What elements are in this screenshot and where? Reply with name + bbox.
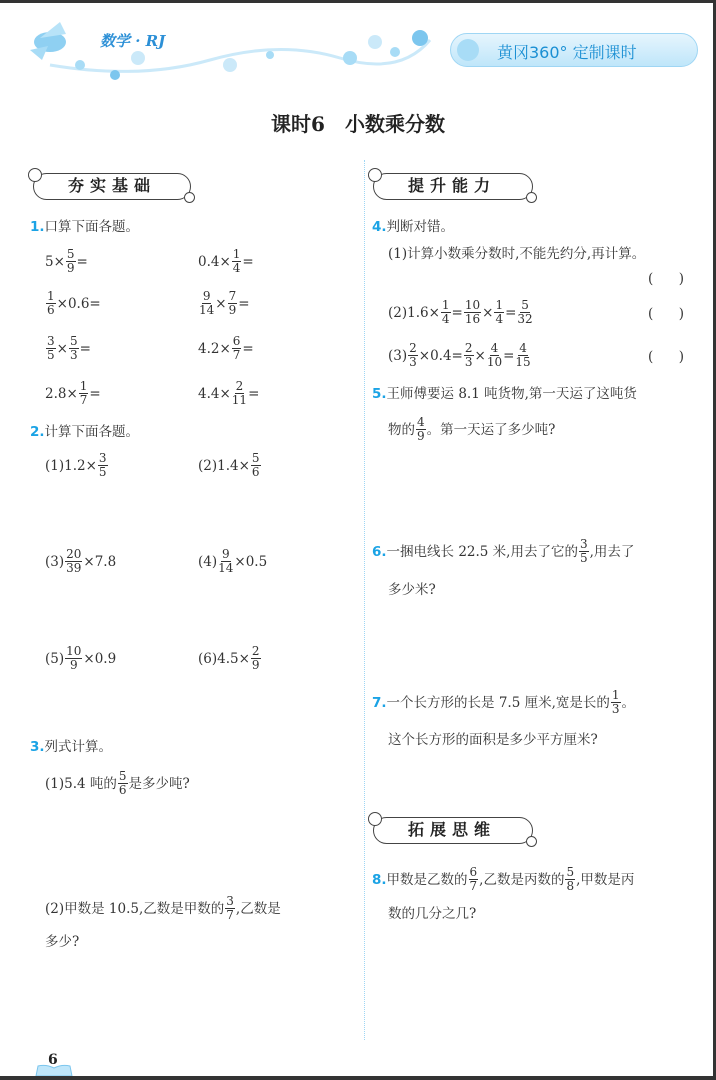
expression-text: 一捆电线长 22.5 米,用去了它的 (386, 543, 578, 560)
expression-text: 。 (621, 694, 636, 711)
fraction (218, 548, 233, 575)
expression-text: (1)计算小数乘分数时,不能先约分,再计算。 (388, 246, 646, 262)
denominator: 6 (47, 303, 55, 317)
expression-text: = (451, 304, 463, 321)
expression-text: = (238, 295, 250, 312)
denominator: 9 (69, 658, 78, 672)
denominator: 7 (232, 348, 241, 362)
denominator: 39 (66, 561, 82, 575)
expression-text: (3) (388, 347, 408, 364)
expression-text: (3) (45, 553, 65, 570)
numerator: 5 (66, 247, 75, 261)
expression-text: × (474, 347, 486, 364)
expression (198, 335, 254, 362)
expression (387, 384, 637, 404)
expression-text: 5× (45, 253, 65, 270)
answer-paren[interactable]: ( ) (648, 349, 691, 365)
section-basic: 夯实基础 (33, 173, 191, 200)
numerator: 6 (469, 865, 478, 879)
denominator: 15 (515, 355, 531, 369)
expression (45, 895, 281, 922)
column-divider (364, 160, 365, 1040)
expression-text: = (248, 385, 260, 402)
expression (387, 538, 635, 565)
fraction (225, 895, 235, 922)
fraction (579, 538, 589, 565)
expression (198, 248, 254, 275)
fraction (251, 645, 261, 672)
expression-text: 这个长方形的面积是多少平方厘米? (388, 732, 598, 748)
numerator: 9 (202, 289, 211, 303)
denominator: 3 (464, 355, 473, 369)
expression-text: = (79, 340, 91, 357)
denominator: 10 (486, 355, 503, 369)
numerator: 4 (417, 415, 425, 429)
expression-text: = (242, 340, 254, 357)
fraction (65, 548, 82, 575)
numerator: 1 (441, 298, 450, 312)
bird-icon (30, 22, 66, 60)
numerator: 1 (232, 247, 241, 261)
question-number: 1. (30, 219, 45, 235)
answer-paren[interactable]: ( ) (648, 306, 691, 322)
fraction (232, 380, 247, 407)
fraction (66, 248, 76, 275)
numerator: 3 (98, 451, 107, 465)
fraction (611, 689, 621, 716)
expression-text: = (89, 385, 101, 402)
numerator: 2 (464, 341, 473, 355)
expression-text: (2)1.4× (198, 457, 250, 474)
fraction (464, 342, 474, 369)
fraction (515, 342, 530, 369)
expression-text: ×0.6= (56, 295, 101, 312)
expression-text: 4.4× (198, 385, 231, 402)
fraction (65, 645, 82, 672)
expression (388, 416, 555, 443)
question-number: 6. (372, 543, 387, 560)
expression-text: ,用去了 (589, 543, 635, 560)
numerator: 3 (47, 334, 55, 348)
numerator: 5 (118, 769, 127, 783)
numerator: 1 (47, 289, 55, 303)
expression-text: ,乙数是丙数的 (479, 871, 565, 888)
expression-text: 多少? (45, 934, 80, 950)
denominator: 14 (199, 303, 215, 317)
expression (388, 580, 436, 600)
expression-text: 是多少吨? (128, 775, 190, 792)
book-icon (34, 1064, 74, 1076)
fraction (46, 290, 56, 317)
fraction (416, 416, 426, 443)
question-number: 3. (30, 739, 45, 755)
expression (388, 342, 532, 369)
denominator: 4 (441, 312, 450, 326)
expression-text: = (76, 253, 88, 270)
numerator: 4 (519, 341, 527, 355)
frame-bottom (0, 1076, 716, 1080)
numerator: 2 (235, 379, 244, 393)
numerator: 2 (409, 341, 417, 355)
denominator: 9 (417, 429, 425, 443)
expression-text: (1)5.4 吨的 (45, 775, 117, 792)
denominator: 3 (409, 355, 417, 369)
expression (45, 548, 116, 575)
numerator: 5 (69, 334, 78, 348)
fraction (79, 380, 89, 407)
expression-text: 2.8× (45, 385, 78, 402)
fraction (232, 248, 242, 275)
denominator: 5 (579, 551, 588, 565)
expression-text: 数的几分之几? (388, 906, 477, 922)
expression-text: ,甲数是丙 (576, 871, 635, 888)
expression-text: ×0.4= (418, 347, 463, 364)
expression-text: = (503, 347, 515, 364)
numerator: 20 (66, 547, 82, 561)
denominator: 9 (228, 303, 237, 317)
fraction (251, 452, 261, 479)
numerator: 9 (221, 547, 230, 561)
expression-text: 4.2× (198, 340, 231, 357)
expression-text: × (56, 340, 68, 357)
expression (387, 866, 635, 893)
numerator: 6 (232, 334, 241, 348)
denominator: 9 (66, 261, 75, 275)
numerator: 10 (66, 644, 82, 658)
fraction (441, 299, 451, 326)
expression-text: 王师傅要运 8.1 吨货物,第一天运了这吨货 (386, 386, 637, 402)
lesson-title: 课时6 小数乘分数 (271, 112, 445, 136)
question-text: 计算下面各题。 (44, 424, 140, 440)
expression (45, 932, 79, 952)
denominator: 5 (98, 465, 107, 479)
expression-text: ×0.9 (83, 650, 117, 667)
header-decoration (20, 20, 450, 80)
expression-text: ×0.5 (234, 553, 268, 570)
expression (45, 248, 88, 275)
bubble-icon (457, 39, 479, 61)
numerator: 5 (566, 865, 575, 879)
expression (388, 904, 476, 924)
expression-text: 0.4× (198, 253, 231, 270)
expression (198, 290, 250, 317)
expression (45, 335, 91, 362)
denominator: 7 (469, 879, 478, 893)
numerator: 5 (251, 451, 260, 465)
expression-text: (2)1.6× (388, 304, 440, 321)
expression-text: × (215, 295, 227, 312)
expression-text: = (505, 304, 517, 321)
denominator: 7 (79, 393, 88, 407)
expression (388, 730, 598, 750)
expression (388, 299, 534, 326)
question-number: 2. (30, 424, 45, 440)
fraction (98, 452, 108, 479)
fraction (469, 866, 479, 893)
brand-banner (450, 33, 698, 67)
numerator: 1 (611, 688, 620, 702)
expression (198, 452, 262, 479)
expression (388, 244, 645, 264)
question-text: 判断对错。 (386, 219, 455, 235)
numerator: 3 (579, 537, 588, 551)
fraction (487, 342, 502, 369)
denominator: 14 (218, 561, 234, 575)
expression (45, 290, 101, 317)
expression-text: 。第一天运了多少吨? (426, 421, 556, 438)
question-number: 7. (372, 694, 387, 711)
subject-label: 数学 · RJ (100, 32, 166, 50)
q1-prompt (30, 217, 139, 237)
denominator: 7 (226, 908, 234, 922)
numerator: 1 (79, 379, 88, 393)
fraction (69, 335, 79, 362)
question-text: 列式计算。 (44, 739, 113, 755)
fraction (199, 290, 214, 317)
denominator: 32 (517, 312, 533, 326)
denominator: 3 (611, 702, 620, 716)
fraction (464, 299, 481, 326)
expression-text: 多少米? (388, 582, 436, 598)
expression-text: (1)1.2× (45, 457, 97, 474)
expression-text: 甲数是乙数的 (386, 871, 468, 888)
frame-top (0, 0, 716, 3)
fraction (232, 335, 242, 362)
denominator: 11 (231, 393, 248, 407)
denominator: 16 (464, 312, 481, 326)
expression (387, 689, 635, 716)
fraction (565, 866, 575, 893)
expression (198, 380, 259, 407)
expression (198, 548, 267, 575)
numerator: 4 (490, 341, 499, 355)
denominator: 6 (251, 465, 260, 479)
expression-text: (6)4.5× (198, 650, 250, 667)
section-extend: 拓展思维 (373, 817, 533, 844)
numerator: 7 (228, 289, 237, 303)
expression-text: = (242, 253, 254, 270)
denominator: 6 (118, 783, 127, 797)
expression-text: ,乙数是 (235, 900, 281, 917)
section-improve: 提升能力 (373, 173, 533, 200)
expression-text: (5) (45, 650, 65, 667)
expression-text: × (482, 304, 494, 321)
answer-paren[interactable]: ( ) (648, 271, 691, 287)
denominator: 8 (566, 879, 575, 893)
numerator: 1 (495, 298, 504, 312)
numerator: 10 (464, 298, 481, 312)
question-number: 8. (372, 871, 387, 888)
fraction (46, 335, 56, 362)
fraction (517, 299, 532, 326)
numerator: 2 (251, 644, 260, 658)
expression (198, 645, 262, 672)
brand-label: 黄冈360° 定制课时 (497, 43, 637, 62)
numerator: 5 (521, 298, 529, 312)
expression (45, 645, 116, 672)
expression-text: (2)甲数是 10.5,乙数是甲数的 (45, 900, 225, 917)
numerator: 3 (226, 894, 234, 908)
fraction (494, 299, 504, 326)
expression-text: ×7.8 (83, 553, 117, 570)
denominator: 5 (47, 348, 55, 362)
denominator: 4 (495, 312, 504, 326)
fraction (118, 770, 128, 797)
question-number: 4. (372, 219, 387, 235)
denominator: 3 (69, 348, 78, 362)
q2-prompt (30, 422, 139, 442)
question-number: 5. (372, 386, 387, 402)
expression-text: 物的 (388, 421, 415, 438)
expression (45, 452, 109, 479)
expression (45, 380, 101, 407)
q3-prompt (30, 737, 112, 757)
denominator: 9 (251, 658, 260, 672)
expression (45, 770, 190, 797)
expression-text: (4) (198, 553, 218, 570)
question-text: 口算下面各题。 (44, 219, 140, 235)
page-number: 6 (48, 1052, 58, 1068)
fraction (228, 290, 238, 317)
q4-prompt (372, 217, 454, 237)
denominator: 4 (232, 261, 241, 275)
expression-text: 一个长方形的长是 7.5 厘米,宽是长的 (386, 694, 610, 711)
fraction (408, 342, 418, 369)
